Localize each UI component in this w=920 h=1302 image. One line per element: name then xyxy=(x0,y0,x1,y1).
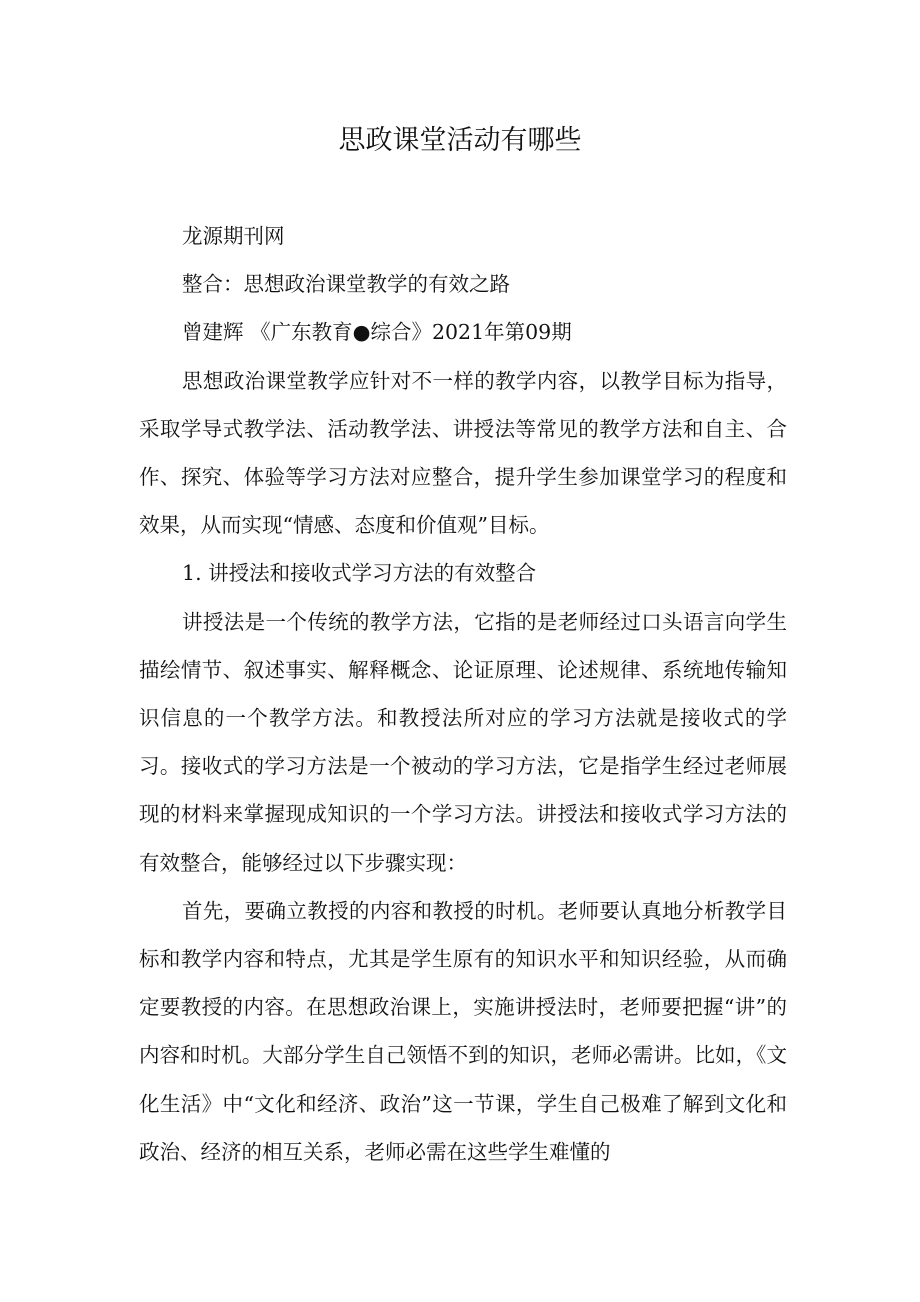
author-line: 曾建辉 《广东教育●综合》2021年第09期 xyxy=(182,320,572,345)
document-title: 思政课堂活动有哪些 xyxy=(338,125,582,156)
document-body xyxy=(139,212,787,1176)
paragraph: 首先，要确立教授的内容和教授的时机。老师要认真地分析教学目标和教学内容和特点，尤其是学生原有的知识水平和知识经验，从而确定要教授的内容。在思想政治课上，实施讲授法时，老师要把握“讲”的内容和时机。大部分学生自己领悟不到的知识，老师必需讲。比如，《文化生活》中“文化和经济、政治”这一节课，学生自己极难了解到文化和政治、经济的相互关系，老师必需在这些学生难懂的 xyxy=(139,898,787,1164)
source-line: 龙源期刊网 xyxy=(182,224,285,248)
section-heading: 1. 讲授法和接收式学习方法的有效整合 xyxy=(182,561,537,586)
paragraph: 讲授法是一个传统的教学方法，它指的是老师经过口头语言向学生描绘情节、叙述事实、解释概念、论证原理、论述规律、系统地传输知识信息的一个教学方法。和教授法所对应的学习方法就是接收式的学习。接收式的学习方法是一个被动的学习方法，它是指学生经过老师展现的材料来掌握现成知识的一个学习方法。讲授法和接收式学习方法的有效整合，能够经过以下步骤实现： xyxy=(139,609,787,875)
article-title-line: 整合：思想政治课堂教学的有效之路 xyxy=(182,272,511,297)
paragraph: 思想政治课堂教学应针对不一样的教学内容，以教学目标为指导，采取学导式教学法、活动教学法、讲授法等常见的教学方法和自主、合作、探究、体验等学习方法对应整合，提升学生参加课堂学习的程度和效果，从而实现“情感、态度和价值观”目标。 xyxy=(139,368,787,538)
